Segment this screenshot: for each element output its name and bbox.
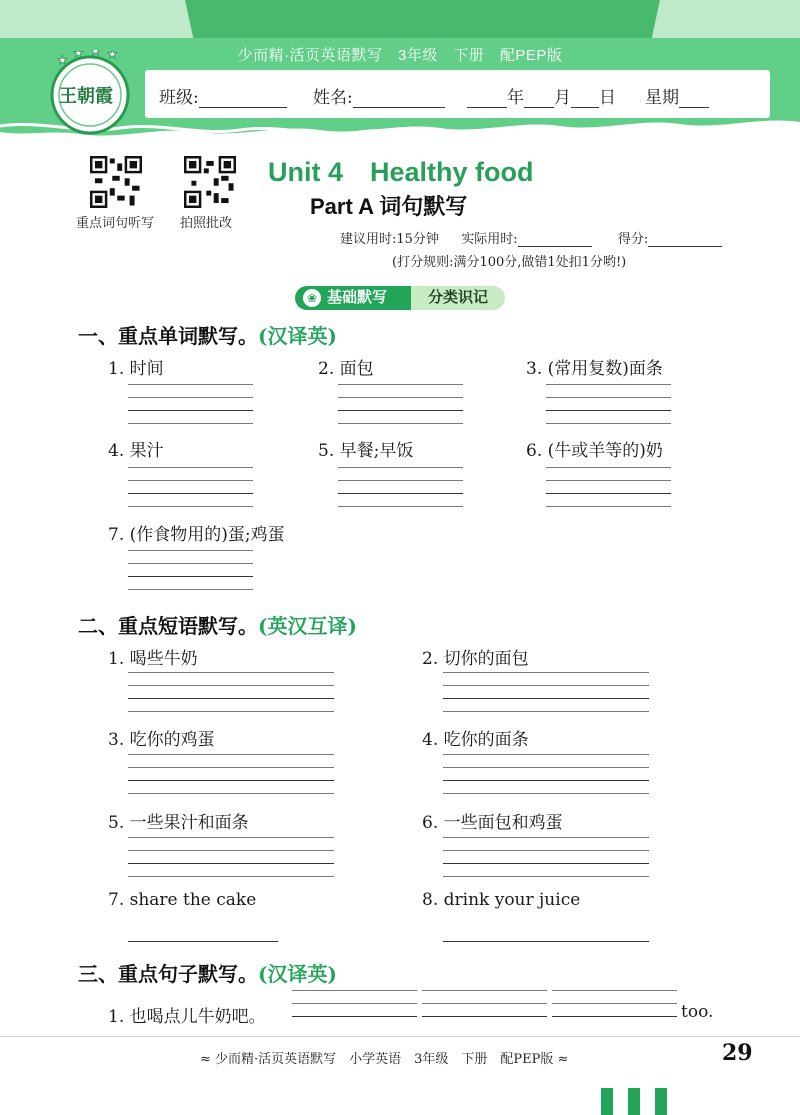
actual-time-label: 实际用时: (461, 232, 518, 247)
scoring-rule: (打分规则:满分100分,做错1处扣1分哟!) (392, 255, 627, 270)
phrase-item-4: 4. 吃你的面条 (422, 730, 529, 750)
svg-text:★: ★ (57, 53, 68, 67)
word-item-2: 2. 面包 (318, 359, 374, 379)
section1-hint: (汉译英) (258, 324, 337, 348)
svg-text:★: ★ (73, 50, 84, 60)
page-header (0, 0, 800, 140)
part-title: Part A 词句默写 (310, 194, 468, 219)
footer-mark-2 (628, 1088, 640, 1115)
score-label: 得分: (617, 232, 649, 247)
banner-left (295, 286, 411, 310)
word-item-7: 7. (作食物用的)蛋;鸡蛋 (108, 525, 285, 545)
class-field[interactable] (159, 83, 287, 108)
section2-title (78, 610, 357, 639)
info-bar (145, 70, 770, 118)
svg-text:★: ★ (90, 50, 101, 58)
sentence-item-1: 1. 也喝点儿牛奶吧。 (108, 1007, 266, 1027)
month-label: 月 (554, 88, 571, 108)
year-blank[interactable] (467, 89, 507, 108)
word-item-3: 3. (常用复数)面条 (526, 359, 663, 379)
banner-right-text: 分类识记 (411, 286, 505, 310)
section1-title (78, 320, 337, 349)
section1-title-text: 一、重点单词默写。 (78, 324, 258, 348)
phrase-item-7: 7. share the cake (108, 890, 257, 910)
footer-divider (0, 1036, 800, 1037)
month-blank[interactable] (524, 89, 554, 108)
weekday-label: 星期 (645, 88, 679, 108)
footer-mark-3 (655, 1088, 667, 1115)
weekday-blank[interactable] (679, 89, 709, 108)
section3-hint: (汉译英) (258, 962, 337, 986)
series-title: 少而精·活页英语默写 3年级 下册 配PEP版 (237, 47, 563, 64)
year-label: 年 (507, 88, 524, 108)
banner-left-text: 基础默写 (327, 289, 388, 306)
section3-title-text: 三、重点句子默写。 (78, 962, 258, 986)
brand-logo (45, 50, 135, 140)
phrase-item-5: 5. 一些果汁和面条 (108, 813, 249, 833)
score-blank[interactable] (648, 232, 722, 247)
name-blank[interactable] (353, 89, 445, 108)
name-label: 姓名: (313, 88, 353, 108)
qr-code-icon (184, 156, 236, 208)
qr-label-photo-grading: 拍照批改 (180, 216, 233, 231)
word-item-5: 5. 早餐;早饭 (318, 441, 414, 461)
phrase-item-6: 6. 一些面包和鸡蛋 (422, 813, 563, 833)
word-item-1: 1. 时间 (108, 359, 164, 379)
word-item-6: 6. (牛或羊等的)奶 (526, 441, 663, 461)
actual-time-blank[interactable] (518, 232, 592, 247)
svg-text:★: ★ (107, 50, 118, 61)
phrase-item-3: 3. 吃你的鸡蛋 (108, 730, 215, 750)
day-label: 日 (599, 88, 616, 108)
qr-label-dictation: 重点词句听写 (76, 216, 155, 231)
page-number: 29 (722, 1040, 753, 1066)
phrase-item-8: 8. drink your juice (422, 890, 581, 910)
sentence-suffix: too. (681, 1002, 714, 1022)
class-label: 班级: (159, 88, 199, 108)
qr-code-1[interactable] (90, 156, 142, 212)
footer-mark-1 (601, 1088, 613, 1115)
phrase-item-2: 2. 切你的面包 (422, 649, 529, 669)
qr-code-icon (90, 156, 142, 208)
day-blank[interactable] (571, 89, 599, 108)
qr-code-2[interactable] (184, 156, 236, 212)
word-item-4: 4. 果汁 (108, 441, 164, 461)
name-field[interactable] (313, 83, 445, 108)
timing-line (340, 228, 722, 247)
suggested-time: 建议用时:15分钟 (340, 232, 439, 247)
phrase-item-1: 1. 喝些牛奶 (108, 649, 198, 669)
class-blank[interactable] (199, 89, 287, 108)
medal-icon: ❀ (303, 289, 321, 307)
weekday-field[interactable] (645, 83, 709, 108)
footer-text: ≈ 少而精·活页英语默写 小学英语 3年级 下册 配PEP版 ≈ (200, 1052, 569, 1067)
date-field[interactable] (467, 83, 616, 108)
logo-text: 王朝霞 (59, 86, 113, 107)
section2-hint: (英汉互译) (258, 614, 357, 638)
unit-title: Unit 4 Healthy food (268, 157, 534, 187)
section3-title (78, 958, 337, 987)
section2-title-text: 二、重点短语默写。 (78, 614, 258, 638)
